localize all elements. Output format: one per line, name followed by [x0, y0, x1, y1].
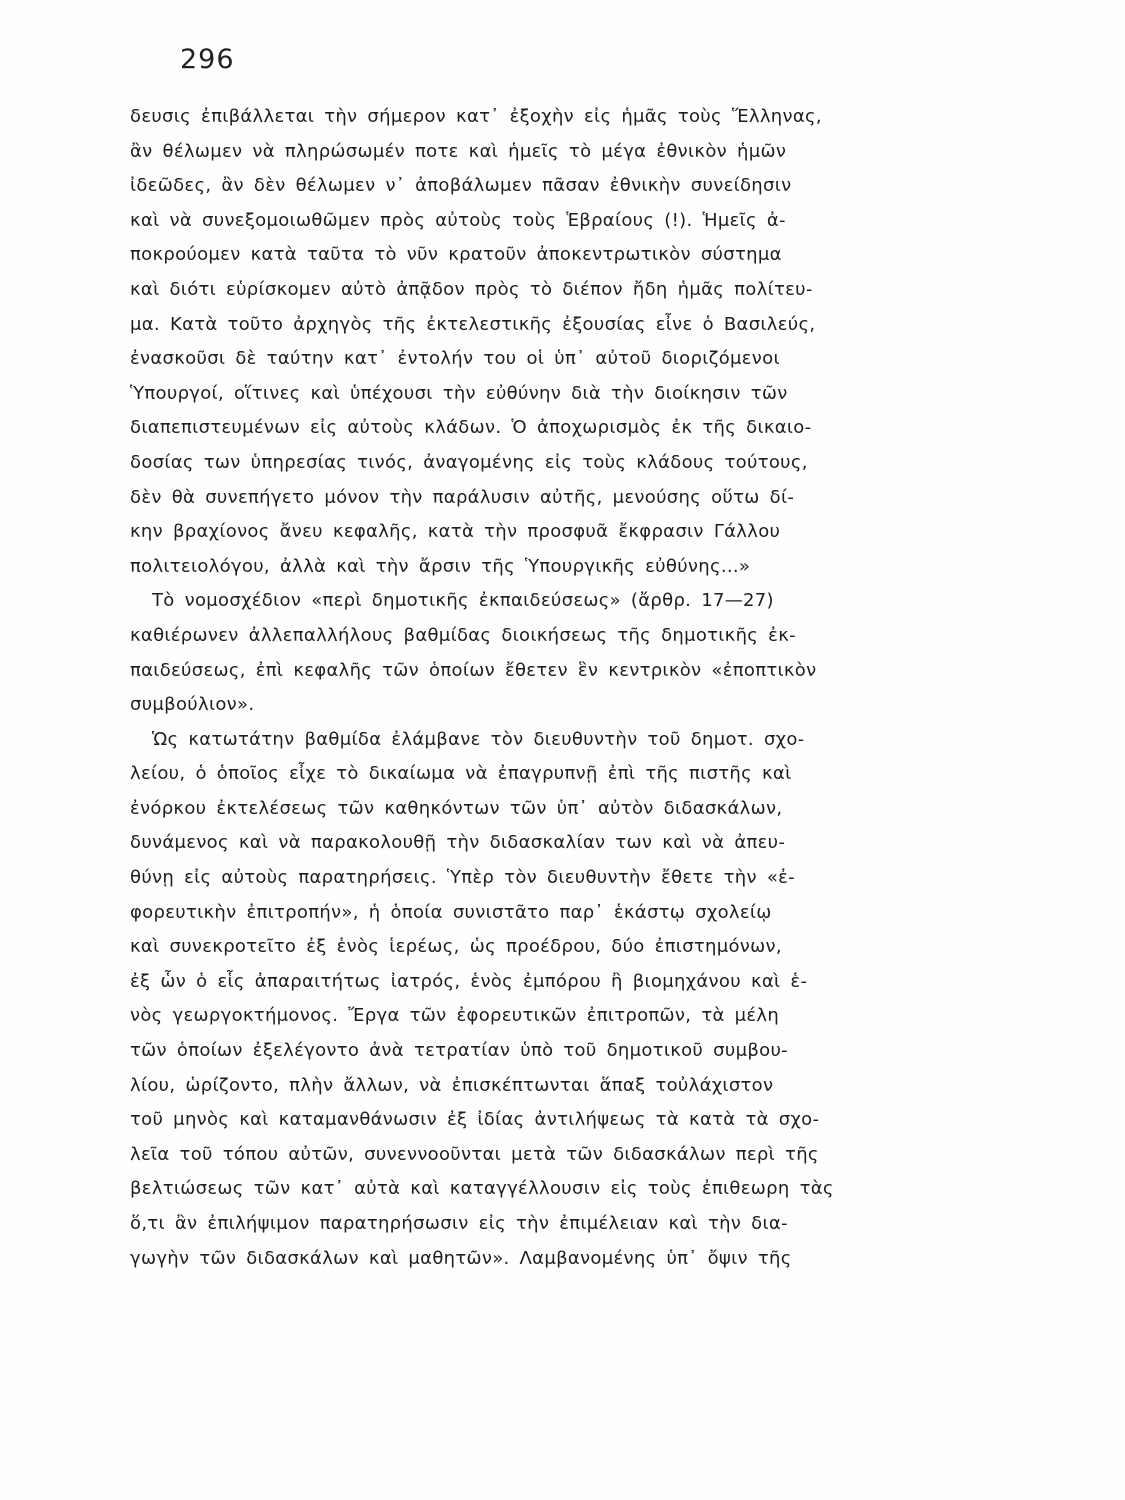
text-line: λεῖα τοῦ τόπου αὐτῶν, συνεννοοῦνται μετὰ τῶν διδασκάλων περὶ τῆς [130, 1143, 819, 1165]
text-line: κην βραχίονος ἄνευ κεφαλῆς, κατὰ τὴν προσφυᾶ ἔκφρασιν Γάλλου [130, 521, 781, 543]
text-line: διαπεπιστευμένων εἰς αὐτοὺς κλάδων. Ὁ ἀποχωρισμὸς ἐκ τῆς δικαιο- [130, 417, 812, 439]
page-number: 296 [180, 44, 235, 75]
text-line: δοσίας των ὑπηρεσίας τινός, ἀναγομένης εἰς τοὺς κλάδους τούτους, [130, 451, 808, 473]
text-line: δὲν θὰ συνεπήγετο μόνον τὴν παράλυσιν αὐτῆς, μενούσης οὕτω δί- [130, 486, 795, 508]
text-line: Τὸ νομοσχέδιον «περὶ δημοτικῆς ἐκπαιδεύσεως» (ἄρθρ. 17—27) [152, 590, 774, 612]
body-text [130, 100, 1030, 1276]
text-line: παιδεύσεως, ἐπὶ κεφαλῆς τῶν ὁποίων ἔθετεν ἓν κεντρικὸν «ἐποπτικὸν [130, 659, 817, 681]
text-line: καὶ διότι εὑρίσκομεν αὐτὸ ἀπᾷδον πρὸς τὸ διέπον ἤδη ἡμᾶς πολίτευ- [130, 278, 813, 300]
text-line: καὶ νὰ συνεξομοιωθῶμεν πρὸς αὐτοὺς τοὺς Ἑβραίους (!). Ἡμεῖς ἀ- [130, 209, 786, 231]
text-line: Ὡς κατωτάτην βαθμίδα ἐλάμβανε τὸν διευθυντὴν τοῦ δημοτ. σχο- [152, 728, 805, 750]
text-line: καθιέρωνεν ἀλλεπαλλήλους βαθμίδας διοικήσεως τῆς δημοτικῆς ἐκ- [130, 624, 796, 646]
text-line: θύνῃ εἰς αὐτοὺς παρατηρήσεις. Ὑπὲρ τὸν διευθυντὴν ἔθετε τὴν «ἐ- [130, 867, 795, 889]
text-line: ἐξ ὧν ὁ εἷς ἀπαραιτήτως ἰατρός, ἑνὸς ἐμπόρου ἢ βιομηχάνου καὶ ἑ- [130, 970, 808, 992]
text-line: τῶν ὁποίων ἐξελέγοντο ἀνὰ τετρατίαν ὑπὸ τοῦ δημοτικοῦ συμβου- [130, 1040, 788, 1062]
text-line: μα. Κατὰ τοῦτο ἀρχηγὸς τῆς ἐκτελεστικῆς ἐξουσίας εἶνε ὁ Βασιλεύς, [130, 313, 816, 335]
text-line: ἐνασκοῦσι δὲ ταύτην κατ᾽ ἐντολήν του οἱ ὑπ᾽ αὐτοῦ διοριζόμενοι [130, 348, 780, 370]
text-line: ἰδεῶδες, ἂν δὲν θέλωμεν ν᾽ ἀποβάλωμεν πᾶσαν ἐθνικὴν συνείδησιν [130, 175, 792, 197]
text-line: λείου, ὁ ὁποῖος εἶχε τὸ δικαίωμα νὰ ἐπαγρυπνῇ ἐπὶ τῆς πιστῆς καὶ [130, 763, 792, 785]
text-line: Ὑπουργοί, οἵτινες καὶ ὑπέχουσι τὴν εὐθύνην διὰ τὴν διοίκησιν τῶν [130, 382, 788, 404]
text-line: ποκρούομεν κατὰ ταῦτα τὸ νῦν κρατοῦν ἀποκεντρωτικὸν σύστημα [130, 244, 782, 266]
text-line: δυνάμενος καὶ νὰ παρακολουθῇ τὴν διδασκαλίαν των καὶ νὰ ἀπευ- [130, 832, 786, 854]
text-line: ὅ,τι ἂν ἐπιλήψιμον παρατηρήσωσιν εἰς τὴν ἐπιμέλειαν καὶ τὴν δια- [130, 1213, 788, 1234]
text-line: γωγὴν τῶν διδασκάλων καὶ μαθητῶν». Λαμβανομένης ὑπ᾽ ὄψιν τῆς [130, 1247, 792, 1269]
text-line: συμβούλιον». [130, 694, 255, 716]
text-line: δευσις ἐπιβάλλεται τὴν σήμερον κατ᾽ ἐξοχὴν εἰς ἡμᾶς τοὺς Ἕλληνας, [130, 106, 822, 127]
text-line: λίου, ὡρίζοντο, πλὴν ἄλλων, νὰ ἐπισκέπτωνται ἅπαξ τοὐλάχιστον [130, 1074, 774, 1096]
text-line: καὶ συνεκροτεῖτο ἐξ ἑνὸς ἱερέως, ὡς προέδρου, δύο ἐπιστημόνων, [130, 936, 782, 958]
text-line: ἂν θέλωμεν νὰ πληρώσωμέν ποτε καὶ ἡμεῖς τὸ μέγα ἐθνικὸν ἡμῶν [130, 140, 787, 162]
text-line: πολιτειολόγου, ἀλλὰ καὶ τὴν ἄρσιν τῆς Ὑπουργικῆς εὐθύνης...» [130, 555, 751, 577]
text-line: τοῦ μηνὸς καὶ καταμανθάνωσιν ἐξ ἰδίας ἀντιλήψεως τὰ κατὰ τὰ σχο- [130, 1109, 820, 1131]
text-line: βελτιώσεως τῶν κατ᾽ αὐτὰ καὶ καταγγέλλουσιν εἰς τοὺς ἐπιθεωρη τὰς [130, 1178, 834, 1200]
text-line: φορευτικὴν ἐπιτροπήν», ἡ ὁποία συνιστᾶτο παρ᾽ ἑκάστῳ σχολείῳ [130, 901, 772, 923]
text-line: νὸς γεωργοκτήμονος. Ἔργα τῶν ἐφορευτικῶν ἐπιτροπῶν, τὰ μέλη [130, 1005, 780, 1027]
text-line: ἐνόρκου ἐκτελέσεως τῶν καθηκόντων τῶν ὑπ᾽ αὐτὸν διδασκάλων, [130, 797, 783, 819]
